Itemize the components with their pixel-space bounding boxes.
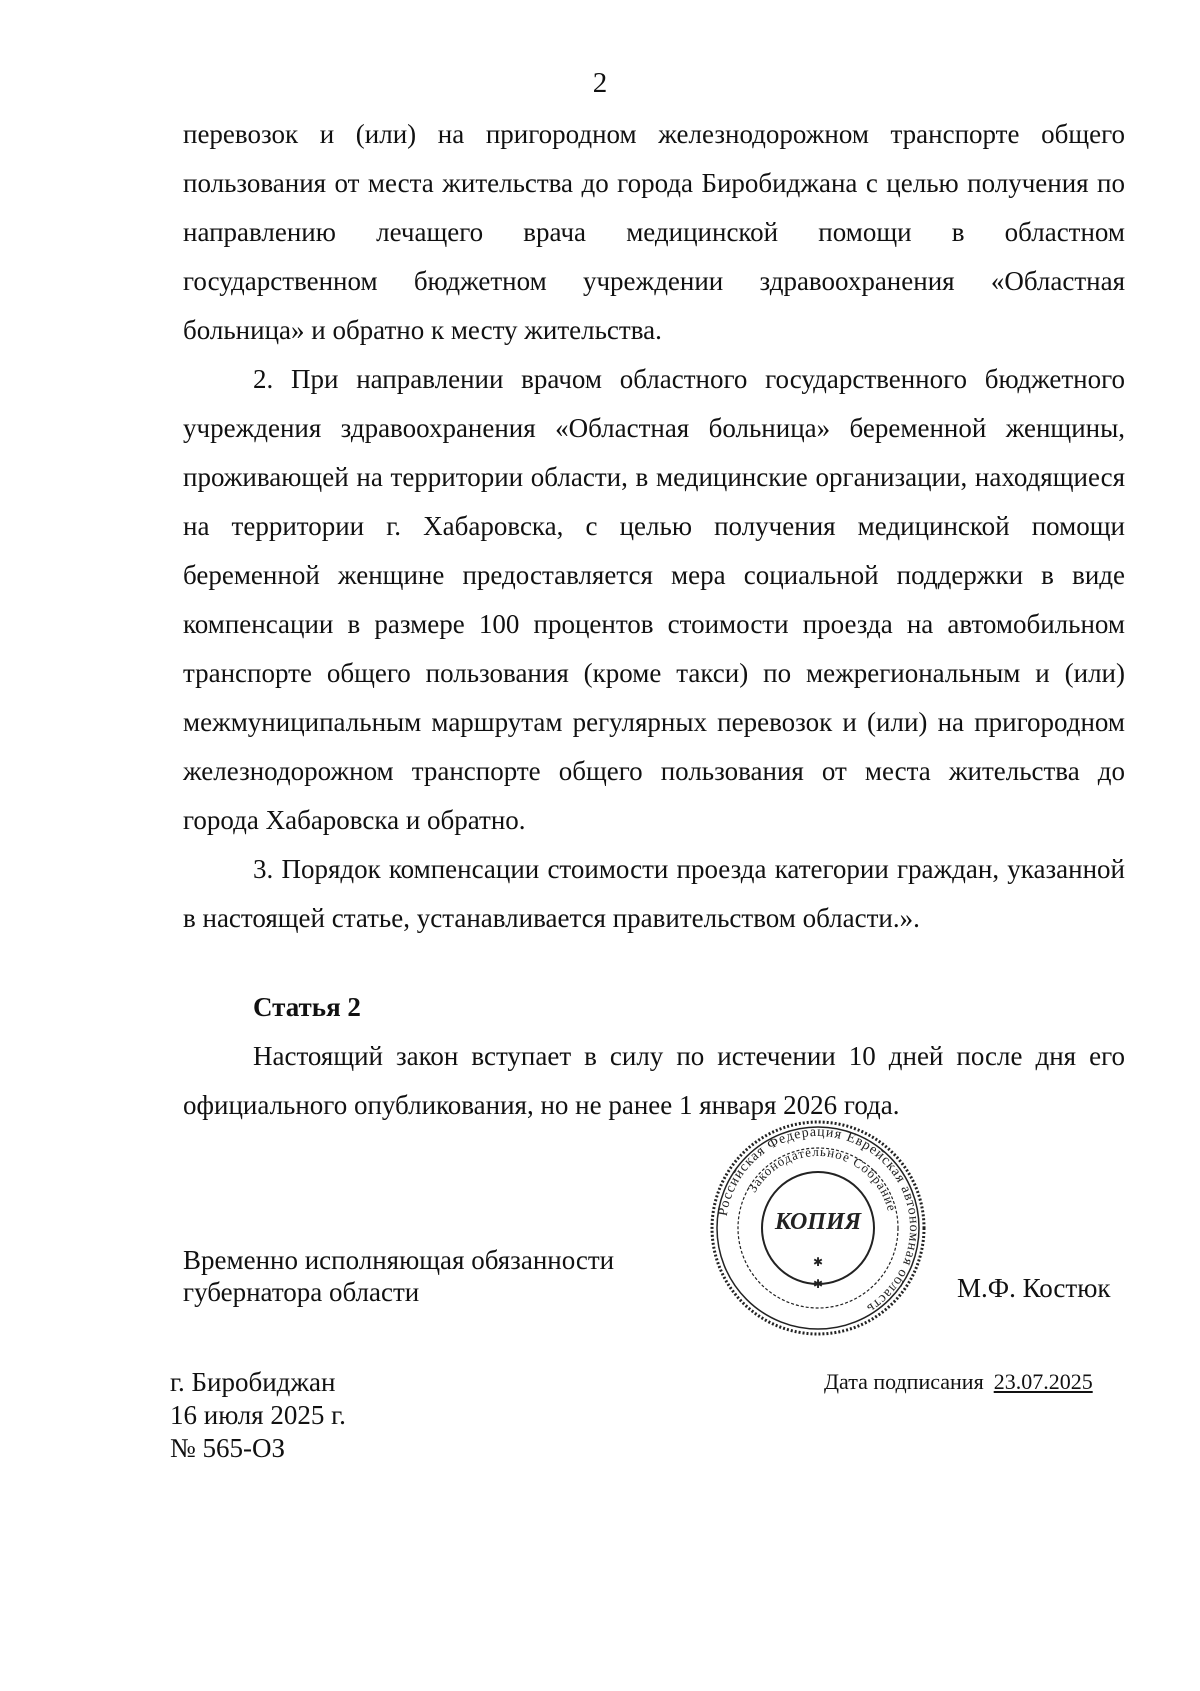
- paragraph-continuation: перевозок и (или) на пригородном железнодорожном транспорте общего пользования от места жительства до города Биробиджана с целью получения по направлению лечащего врача медицинской помощи в областном государственном бюджетном учреждении здравоохранения «Областная больница» и обратно к месту жительства.: [183, 119, 1125, 345]
- place: г. Биробиджан: [170, 1367, 336, 1397]
- svg-text:✱: ✱: [812, 1255, 824, 1269]
- official-seal: [708, 1118, 928, 1338]
- seal-outer-text: Российская Федерация Еврейская автономная область: [715, 1124, 922, 1317]
- page-number: 2: [592, 67, 608, 99]
- signing-date-label: Дата подписания: [824, 1369, 984, 1394]
- seal-center-text: КОПИЯ: [774, 1209, 862, 1235]
- law-number: № 565-ОЗ: [170, 1433, 286, 1463]
- signer-name: М.Ф. Костюк: [957, 1273, 1111, 1303]
- signer-position-line-1: Временно исполняющая обязанности: [183, 1245, 615, 1275]
- article-heading: Статья 2: [253, 992, 361, 1022]
- signer-position: [183, 1244, 614, 1308]
- seal-inner-text: Законодательное Собрание: [744, 1143, 900, 1214]
- signer-position-line-2: губернатора области: [183, 1277, 420, 1307]
- seal-stamp-icon: [708, 1118, 928, 1338]
- signing-date: [824, 1368, 1093, 1396]
- signing-date-value: 23.07.2025: [993, 1369, 1093, 1394]
- document-body: [183, 110, 1125, 943]
- paragraph-item-3: 3. Порядок компенсации стоимости проезда категории граждан, указанной в настоящей статье, устанавливается правительством области.».: [183, 854, 1125, 933]
- law-date: 16 июля 2025 г.: [170, 1400, 346, 1430]
- article-text: Настоящий закон вступает в силу по истечении 10 дней после дня его официального опубликования, но не ранее 1 января 2026 года.: [183, 1041, 1125, 1120]
- svg-text:✱: ✱: [812, 1277, 824, 1291]
- paragraph-item-2: 2. При направлении врачом областного государственного бюджетного учреждения здравоохранения «Областная больница» беременной женщины, проживающей на территории области, в медицинские организации, находящиеся на территории г. Хабаровска, с целью получения медицинской помощи беременной женщине предоставляется мера социальной поддержки в виде компенсации в размере 100 процентов стоимости проезда на автомобильном транспорте общего пользования (кроме такси) по межрегиональным и (или) межмуниципальным маршрутам регулярных перевозок и (или) на пригородном железнодорожном транспорте общего пользования от места жительства до города Хабаровска и обратно.: [183, 364, 1125, 835]
- place-date-block: [170, 1366, 346, 1465]
